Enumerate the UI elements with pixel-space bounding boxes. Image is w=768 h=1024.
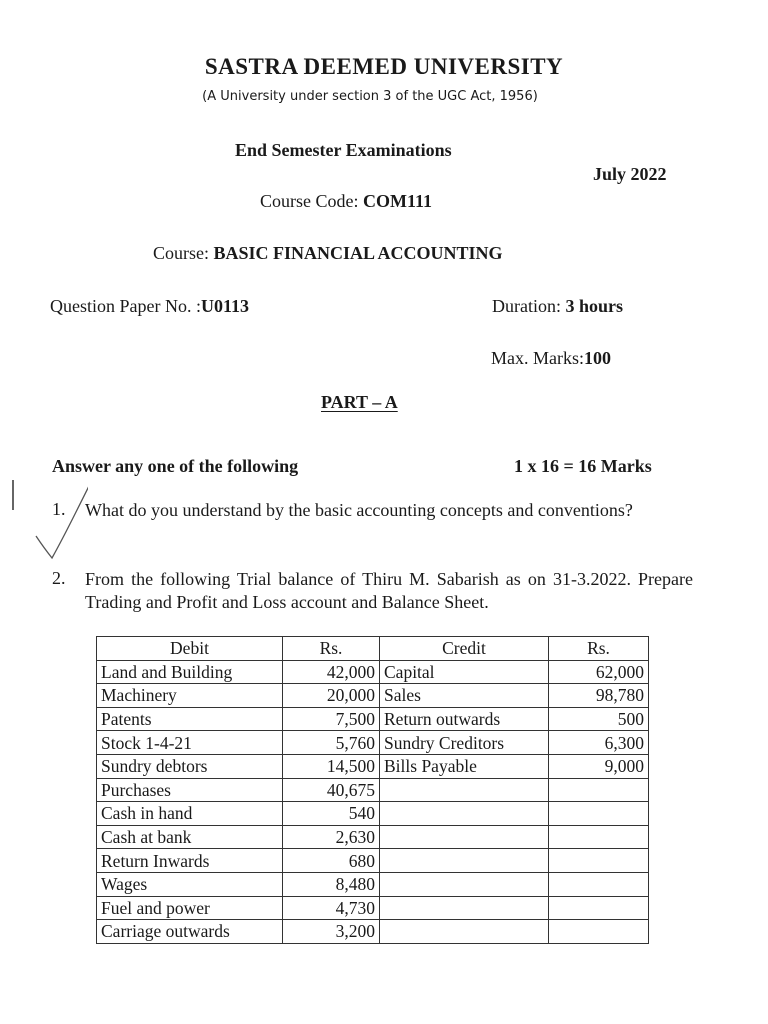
debit-amount: 4,730 [283, 896, 380, 920]
debit-item: Patents [97, 707, 283, 731]
debit-amount: 2,630 [283, 825, 380, 849]
max-marks-value: 100 [584, 348, 611, 368]
instruction: Answer any one of the following [52, 456, 299, 476]
table-row [97, 802, 649, 826]
university-name: SASTRA DEEMED UNIVERSITY [204, 54, 564, 79]
max-marks-label: Max. Marks: [491, 348, 584, 368]
duration-line [492, 296, 623, 317]
debit-amount: 8,480 [283, 872, 380, 896]
credit-amount [549, 825, 649, 849]
credit-item [380, 802, 549, 826]
header-credit-rs: Rs. [549, 637, 649, 661]
duration-value: 3 hours [565, 296, 624, 316]
trial-balance-table [96, 636, 649, 944]
credit-amount: 62,000 [549, 660, 649, 684]
part-title: PART – A [321, 392, 398, 412]
exam-title: End Semester Examinations [235, 140, 452, 160]
credit-item: Sundry Creditors [380, 731, 549, 755]
question-1-number: 1. [52, 499, 66, 519]
credit-item: Capital [380, 660, 549, 684]
credit-item [380, 849, 549, 873]
debit-item: Cash at bank [97, 825, 283, 849]
debit-item: Purchases [97, 778, 283, 802]
question-paper-line [50, 296, 249, 317]
credit-amount: 9,000 [549, 754, 649, 778]
debit-item: Wages [97, 872, 283, 896]
credit-amount: 500 [549, 707, 649, 731]
marks-allocation: 1 x 16 = 16 Marks [514, 456, 652, 476]
header-credit: Credit [380, 637, 549, 661]
table-row [97, 896, 649, 920]
debit-amount: 40,675 [283, 778, 380, 802]
duration-label: Duration: [492, 296, 566, 316]
course-label: Course: [153, 243, 214, 263]
debit-amount: 7,500 [283, 707, 380, 731]
course-code-line [260, 191, 432, 212]
question-paper-no: U0113 [200, 296, 249, 316]
credit-amount: 6,300 [549, 731, 649, 755]
table-row [97, 872, 649, 896]
table-row [97, 849, 649, 873]
credit-amount [549, 849, 649, 873]
credit-item [380, 896, 549, 920]
debit-item: Carriage outwards [97, 920, 283, 944]
handwritten-tick-icon [18, 478, 88, 568]
credit-item: Bills Payable [380, 754, 549, 778]
credit-amount: 98,780 [549, 684, 649, 708]
course-code-label: Course Code: [260, 191, 363, 211]
credit-amount [549, 896, 649, 920]
university-subtitle: (A University under section 3 of the UGC Act, 1956) [202, 89, 538, 104]
table-row [97, 707, 649, 731]
credit-item [380, 778, 549, 802]
debit-item: Stock 1-4-21 [97, 731, 283, 755]
debit-amount: 680 [283, 849, 380, 873]
credit-amount [549, 778, 649, 802]
margin-pen-mark [12, 480, 14, 510]
debit-amount: 42,000 [283, 660, 380, 684]
debit-amount: 540 [283, 802, 380, 826]
header-debit-rs: Rs. [283, 637, 380, 661]
course-name: BASIC FINANCIAL ACCOUNTING [213, 243, 503, 263]
table-row [97, 920, 649, 944]
debit-item: Machinery [97, 684, 283, 708]
table-row [97, 731, 649, 755]
exam-date: July 2022 [593, 164, 667, 184]
max-marks-line [491, 348, 611, 369]
debit-item: Fuel and power [97, 896, 283, 920]
table-row [97, 825, 649, 849]
table-header-row [97, 637, 649, 661]
table-row [97, 754, 649, 778]
credit-item [380, 825, 549, 849]
question-1-text: What do you understand by the basic accounting concepts and conventions? [85, 500, 633, 520]
credit-item: Return outwards [380, 707, 549, 731]
question-paper-label: Question Paper No. : [50, 296, 201, 316]
debit-item: Cash in hand [97, 802, 283, 826]
table-row [97, 684, 649, 708]
debit-item: Sundry debtors [97, 754, 283, 778]
course-code: COM111 [363, 191, 433, 211]
table-row [97, 660, 649, 684]
table-row [97, 778, 649, 802]
credit-item: Sales [380, 684, 549, 708]
debit-amount: 14,500 [283, 754, 380, 778]
credit-item [380, 872, 549, 896]
question-2-number: 2. [52, 568, 66, 588]
debit-amount: 5,760 [283, 731, 380, 755]
debit-item: Return Inwards [97, 849, 283, 873]
credit-amount [549, 920, 649, 944]
course-line [153, 243, 503, 264]
debit-amount: 20,000 [283, 684, 380, 708]
credit-amount [549, 872, 649, 896]
credit-amount [549, 802, 649, 826]
header-debit: Debit [97, 637, 283, 661]
debit-item: Land and Building [97, 660, 283, 684]
credit-item [380, 920, 549, 944]
question-2-text: From the following Trial balance of Thiru M. Sabarish as on 31-3.2022. Prepare Trading and Profit and Loss account and Balance Sheet. [85, 569, 693, 612]
debit-amount: 3,200 [283, 920, 380, 944]
